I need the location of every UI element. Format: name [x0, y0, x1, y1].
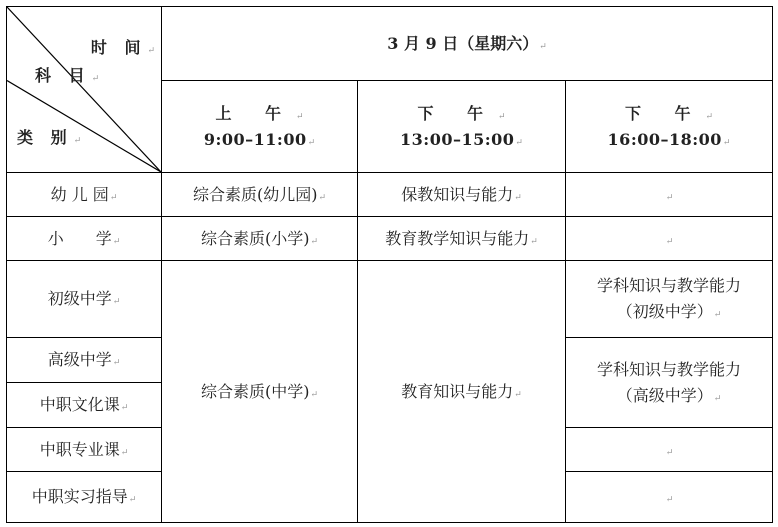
- exam-schedule-table: [6, 6, 773, 523]
- slot-evening-time: 16:00–18:00↵: [607, 129, 731, 149]
- category-vocational-culture: 中职文化课↵: [7, 383, 162, 428]
- subject-junior-evening: 学科知识与教学能力 （初级中学）↵: [566, 261, 773, 338]
- subject-secondary-morning: 综合素质(中学)↵: [162, 261, 358, 523]
- corner-subject-label: 科 目↵: [35, 66, 100, 85]
- date-header-cell: 3 月 9 日（星期六）↵: [162, 7, 773, 81]
- subject-primary-evening-empty: ↵: [566, 217, 773, 261]
- slot-morning-label: 上 午↵: [215, 103, 304, 123]
- subject-primary-afternoon: 教育教学知识与能力↵: [358, 217, 566, 261]
- category-junior-high: 初级中学↵: [7, 261, 162, 338]
- category-kindergarten: 幼 儿 园↵: [7, 173, 162, 217]
- category-senior-high: 高级中学↵: [7, 338, 162, 383]
- subject-kindergarten-afternoon: 保教知识与能力↵: [358, 173, 566, 217]
- subject-vocational-specialty-evening-empty: ↵: [566, 428, 773, 472]
- slot-evening-label: 下 午↵: [624, 103, 714, 123]
- subject-primary-morning: 综合素质(小学)↵: [162, 217, 358, 261]
- slot-afternoon-cell: [358, 81, 566, 173]
- subject-senior-evening: 学科知识与教学能力 （高级中学）↵: [566, 338, 773, 428]
- corner-category-label: 类 别↵: [17, 128, 82, 147]
- corner-time-label: 时 间↵: [90, 38, 155, 57]
- subject-secondary-afternoon: 教育知识与能力↵: [358, 261, 566, 523]
- slot-morning-cell: [162, 81, 358, 173]
- slot-afternoon-label: 下 午↵: [417, 103, 506, 123]
- slot-afternoon-time: 13:00–15:00↵: [400, 129, 523, 149]
- subject-vocational-practice-evening-empty: ↵: [566, 472, 773, 523]
- slot-evening-cell: [566, 81, 773, 173]
- subject-kindergarten-evening-empty: ↵: [566, 173, 773, 217]
- category-vocational-specialty: 中职专业课↵: [7, 428, 162, 472]
- header-corner-cell: [7, 7, 162, 173]
- subject-kindergarten-morning: 综合素质(幼儿园)↵: [162, 173, 358, 217]
- category-vocational-practice: 中职实习指导↵: [7, 472, 162, 523]
- category-primary: 小 学↵: [7, 217, 162, 261]
- slot-morning-time: 9:00–11:00↵: [203, 129, 316, 149]
